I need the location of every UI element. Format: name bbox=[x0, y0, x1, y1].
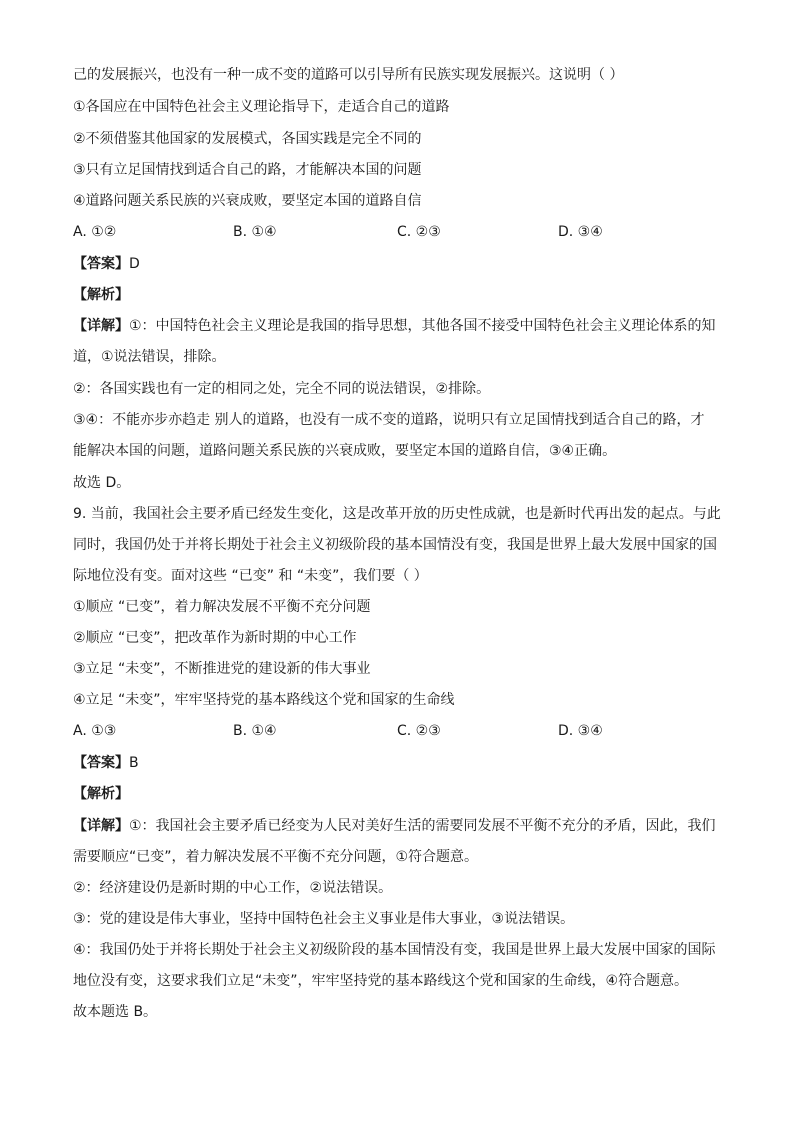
q9-stem-1: 9. 当前，我国社会主要矛盾已经发生变化，这是改革开放的历史性成就，也是新时代再出发的起点。与此 bbox=[73, 506, 721, 522]
q9-item-1: ①顺应 “已变”，着力解决发展不平衡不充分问题 bbox=[73, 599, 371, 615]
detail-text: ①：我国社会主要矛盾已经变为人民对美好生活的需要同发展不平衡不充分的矛盾，因此，我们 bbox=[129, 818, 716, 834]
q9-option-d: D. ③④ bbox=[558, 723, 603, 739]
q8-item-2: ②不须借鉴其他国家的发展模式，各国实践是完全不同的 bbox=[73, 131, 422, 147]
q9-detail-4: ③：党的建设是伟大事业，坚持中国特色社会主义事业是伟大事业，③说法错误。 bbox=[73, 911, 575, 927]
q8-option-b: B. ①④ bbox=[233, 224, 277, 240]
q9-stem-2: 同时，我国仍处于并将长期处于社会主义初级阶段的基本国情没有变，我国是世界上最大发展中国家的国 bbox=[73, 537, 717, 553]
q8-item-3: ③只有立足国情找到适合自己的路，才能解决本国的问题 bbox=[73, 162, 422, 178]
q8-answer bbox=[73, 255, 140, 273]
answer-label: 【答案】 bbox=[73, 755, 129, 771]
answer-value: D bbox=[129, 256, 140, 272]
q8-analysis-label: 【解析】 bbox=[73, 287, 129, 303]
q8-option-d: D. ③④ bbox=[558, 224, 603, 240]
q9-option-a: A. ①③ bbox=[73, 723, 117, 739]
q9-detail-3: ②：经济建设仍是新时期的中心工作，②说法错误。 bbox=[73, 880, 393, 896]
q8-option-c: C. ②③ bbox=[397, 224, 441, 240]
answer-label: 【答案】 bbox=[73, 256, 129, 272]
q9-stem-3: 际地位没有变。面对这些 “已变” 和 “未变”，我们要（ ） bbox=[73, 568, 428, 584]
detail-label: 【详解】 bbox=[73, 818, 129, 834]
q9-detail-1 bbox=[73, 817, 716, 835]
q8-item-4: ④道路问题关系民族的兴衰成败，要坚定本国的道路自信 bbox=[73, 193, 422, 209]
q8-detail-4: ③④：不能亦步亦趋走 别人的道路，也没有一成不变的道路，说明只有立足国情找到适合自己的路，才 bbox=[73, 412, 705, 428]
detail-label: 【详解】 bbox=[73, 318, 129, 334]
q8-item-1: ①各国应在中国特色社会主义理论指导下，走适合自己的道路 bbox=[73, 99, 450, 115]
q9-option-c: C. ②③ bbox=[397, 723, 441, 739]
q9-item-4: ④立足 “未变”，牢牢坚持党的基本路线这个党和国家的生命线 bbox=[73, 692, 455, 708]
q9-option-b: B. ①④ bbox=[233, 723, 277, 739]
q9-answer bbox=[73, 754, 139, 772]
q8-detail-5: 能解决本国的问题，道路问题关系民族的兴衰成败，要坚定本国的道路自信，③④正确。 bbox=[73, 443, 617, 459]
q9-analysis-label: 【解析】 bbox=[73, 786, 129, 802]
q8-detail-1 bbox=[73, 317, 716, 335]
q8-option-a: A. ①② bbox=[73, 224, 117, 240]
detail-text: ①：中国特色社会主义理论是我国的指导思想，其他各国不接受中国特色社会主义理论体系的知 bbox=[129, 318, 716, 334]
q9-detail-5: ④：我国仍处于并将长期处于社会主义初级阶段的基本国情没有变，我国是世界上最大发展中国家的国际 bbox=[73, 942, 716, 958]
q9-conclusion: 故本题选 B。 bbox=[73, 1004, 158, 1020]
q8-conclusion: 故选 D。 bbox=[73, 475, 131, 491]
q9-item-3: ③立足 “未变”，不断推进党的建设新的伟大事业 bbox=[73, 661, 371, 677]
q8-detail-3: ②：各国实践也有一定的相同之处，完全不同的说法错误，②排除。 bbox=[73, 381, 491, 397]
q9-detail-2: 需要顺应“已变”，着力解决发展不平衡不充分问题，①符合题意。 bbox=[73, 849, 479, 865]
q9-item-2: ②顺应 “已变”，把改革作为新时期的中心工作 bbox=[73, 630, 357, 646]
answer-value: B bbox=[129, 755, 139, 771]
q9-detail-6: 地位没有变，这要求我们立足“未变”，牢牢坚持党的基本路线这个党和国家的生命线，④符合题意。 bbox=[73, 973, 689, 989]
q8-stem-tail: 己的发展振兴，也没有一种一成不变的道路可以引导所有民族实现发展振兴。这说明（ ） bbox=[73, 67, 624, 83]
q8-detail-2: 道，①说法错误，排除。 bbox=[73, 349, 226, 365]
